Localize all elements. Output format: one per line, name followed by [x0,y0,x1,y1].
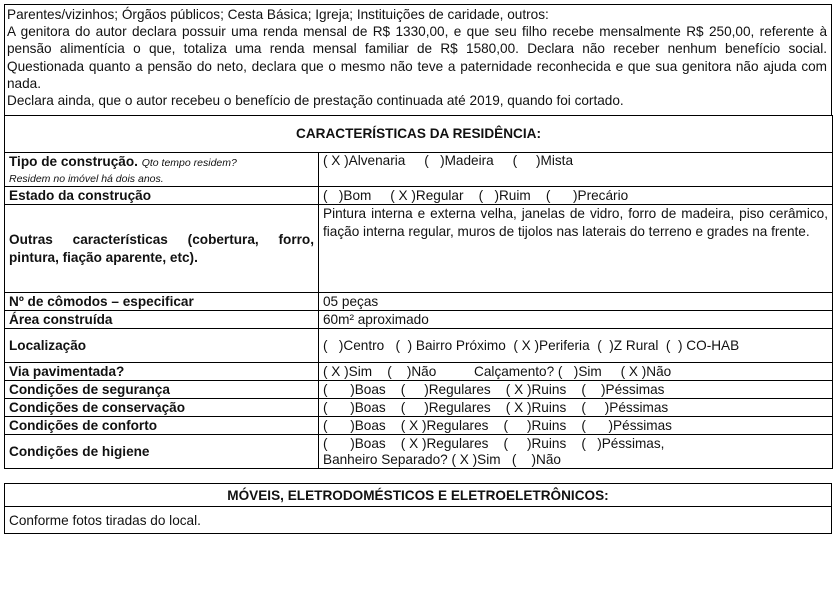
row-value-security: ( )Boas ( )Regulares ( X )Ruins ( )Péssimas [319,381,833,399]
row-label-location: Localização [5,329,319,363]
intro-paragraph-income: A genitora do autor declara possuir uma renda mensal de R$ 1330,00, e que seu filho recebe mensalmente R$ 250,00, referente à pensão alimentícia o que, totaliza uma renda mensal familiar de R$ 1580,00. Declara não receber nenhum benefício social. Questionada quanto a pensão do neto, declara que o mesmo não teve a paternidade reconhecida e que sua genitora não ajuda com nada. [7,24,827,91]
row-label-security: Condições de segurança [5,381,319,399]
furniture-table [4,483,832,534]
row-label-construction-state: Estado da construção [5,187,319,205]
row-value-location: ( )Centro ( ) Bairro Próximo ( X )Periferia ( )Z Rural ( ) CO-HAB [319,329,833,363]
row-value-hygiene: ( )Boas ( X )Regulares ( )Ruins ( )Péssimas, Banheiro Separado? ( X )Sim ( )Não [319,435,833,469]
intro-line-sources: Parentes/vizinhos; Órgãos públicos; Cesta Básica; Igreja; Instituições de caridade, outros: [7,7,549,22]
residence-table [4,115,833,469]
furniture-section-body: Conforme fotos tiradas do local. [5,507,832,534]
furniture-section-title: MÓVEIS, ELETRODOMÉSTICOS E ELETROELETRÔNICOS: [5,484,832,507]
row-value-conservation: ( )Boas ( )Regulares ( X )Ruins ( )Péssimas [319,399,833,417]
row-label-conservation: Condições de conservação [5,399,319,417]
row-label-paved-road: Via pavimentada? [5,363,319,381]
row-label-built-area: Área construída [5,311,319,329]
row-label-rooms: Nº de cômodos – especificar [5,293,319,311]
intro-section [4,4,832,115]
row-label-comfort: Condições de conforto [5,417,319,435]
document [4,4,832,534]
row-value-other-features: Pintura interna e externa velha, janelas de vidro, forro de madeira, piso cerâmico, fiação interna regular, muros de tijolos nas laterais do terreno e grades na frente. [319,205,833,293]
row-value-construction-type: ( X )Alvenaria ( )Madeira ( )Mista [319,153,833,187]
row-value-built-area: 60m² aproximado [319,311,833,329]
row-value-paved-road: ( X )Sim ( )Não Calçamento? ( )Sim ( X )Não [319,363,833,381]
intro-paragraph-benefit: Declara ainda, que o autor recebeu o benefício de prestação continuada até 2019, quando foi cortado. [7,93,624,109]
residence-section-title: CARACTERÍSTICAS DA RESIDÊNCIA: [5,116,833,153]
row-label-other-features: Outras características (cobertura, forro, pintura, fiação aparente, etc). [5,205,319,293]
row-label-hygiene: Condições de higiene [5,435,319,469]
row-label-construction-type: Tipo de construção. Qto tempo residem? Residem no imóvel há dois anos. [5,153,319,187]
row-value-rooms: 05 peças [319,293,833,311]
row-value-construction-state: ( )Bom ( X )Regular ( )Ruim ( )Precário [319,187,833,205]
row-value-comfort: ( )Boas ( X )Regulares ( )Ruins ( )Péssimas [319,417,833,435]
